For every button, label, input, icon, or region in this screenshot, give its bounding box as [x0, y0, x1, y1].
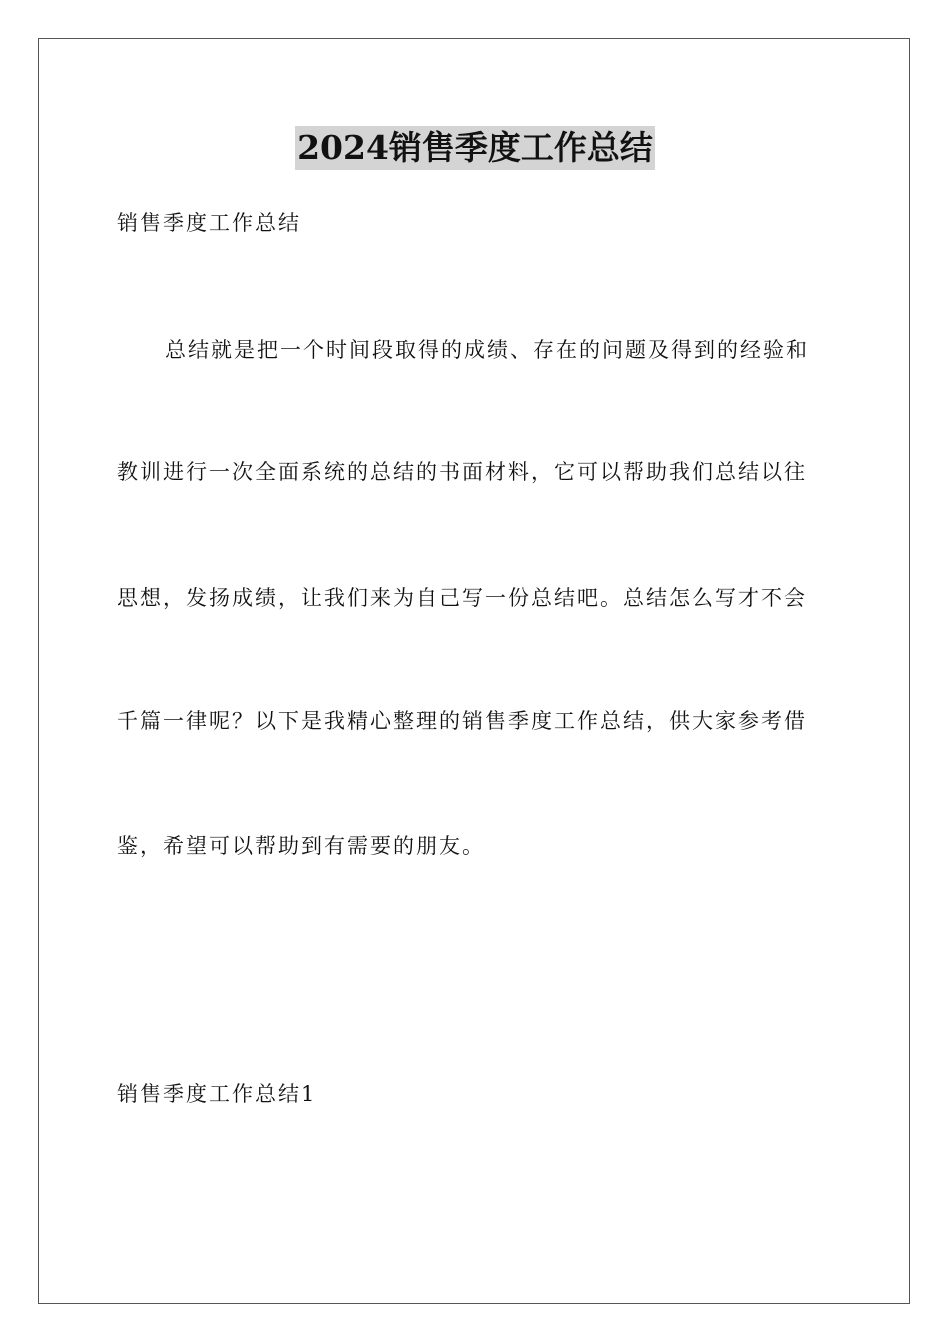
section-heading: 销售季度工作总结1: [117, 1082, 317, 1106]
title-container: [0, 126, 950, 170]
paragraph-line: 教训进行一次全面系统的总结的书面材料，它可以帮助我们总结以往: [117, 460, 807, 484]
paragraph-line: 总结就是把一个时间段取得的成绩、存在的问题及得到的经验和: [165, 338, 809, 362]
document-subtitle: 销售季度工作总结: [117, 211, 301, 235]
paragraph-line: 千篇一律呢？以下是我精心整理的销售季度工作总结，供大家参考借: [117, 709, 807, 733]
paragraph-line: 思想，发扬成绩，让我们来为自己写一份总结吧。总结怎么写才不会: [117, 586, 807, 610]
document-title: 2024销售季度工作总结: [295, 126, 655, 170]
paragraph-line: 鉴，希望可以帮助到有需要的朋友。: [117, 834, 485, 858]
